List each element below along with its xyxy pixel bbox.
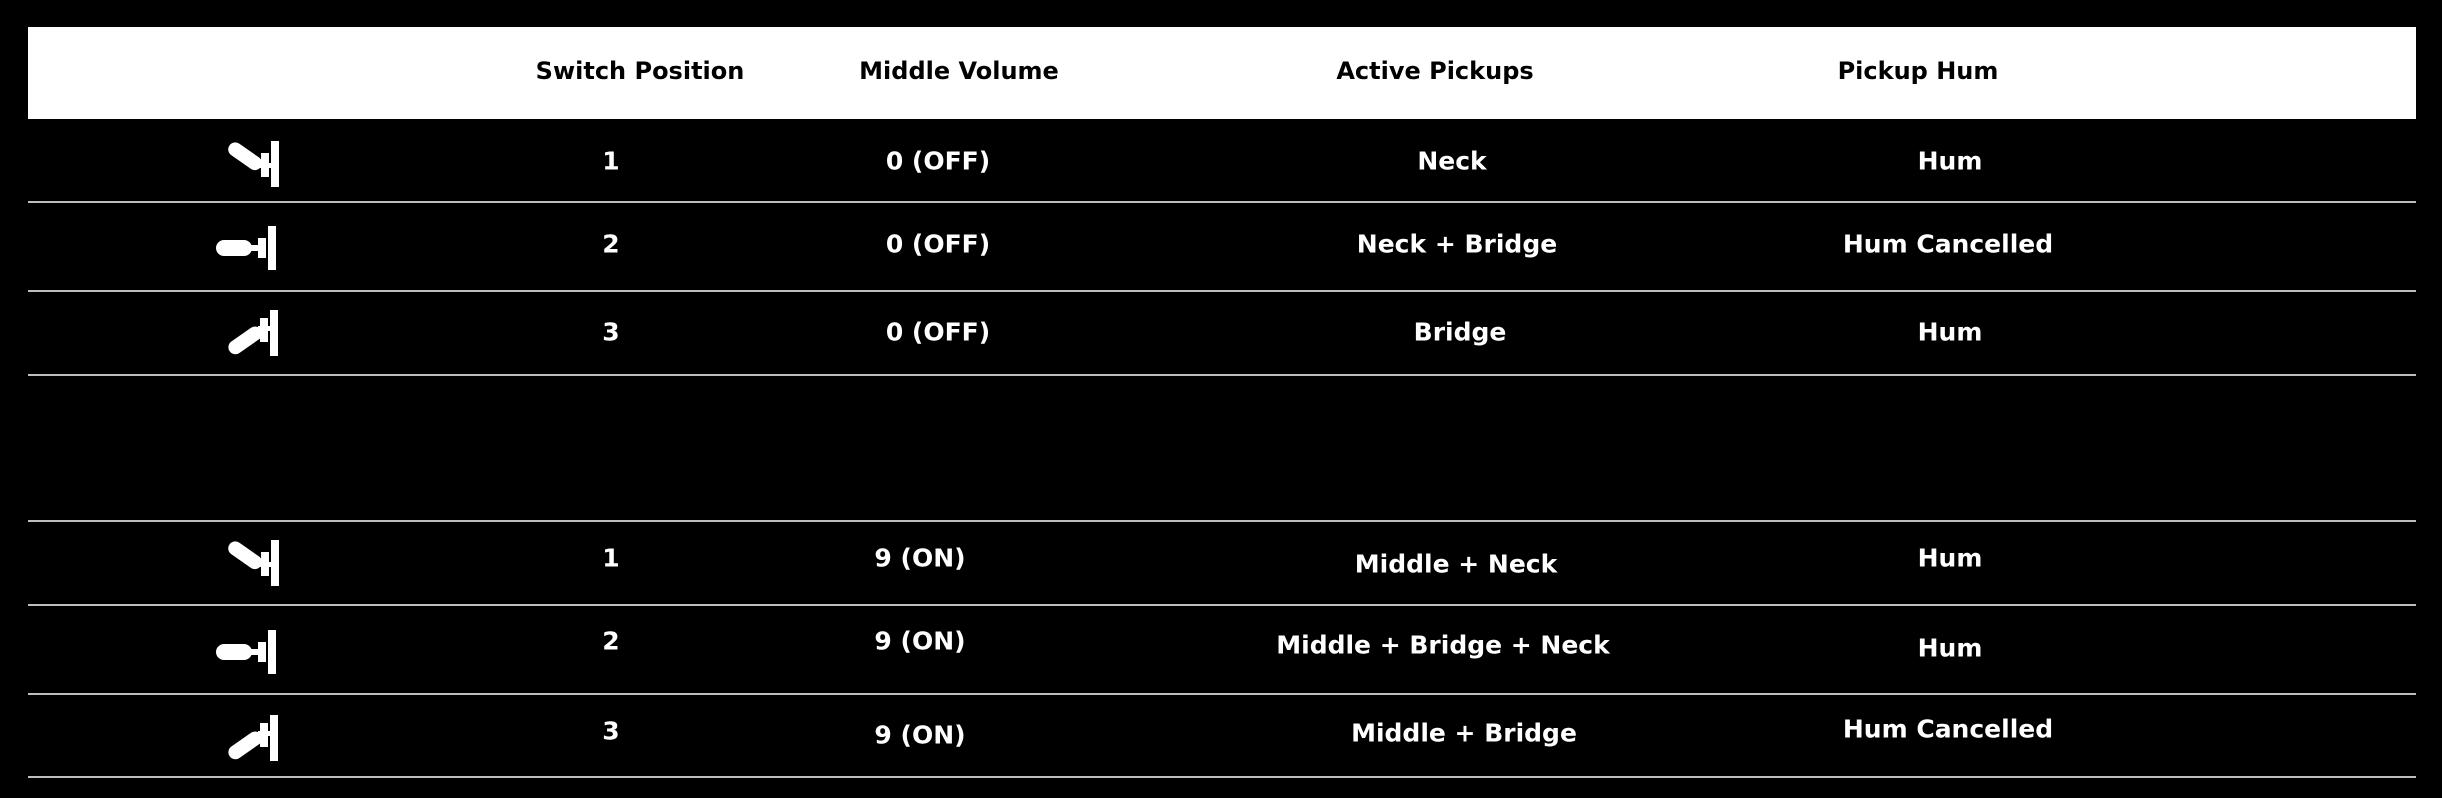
row-5-switch-position: 2 [602,626,620,656]
header-switch-position: Switch Position [535,57,745,85]
row-2-pickup-hum: Hum Cancelled [1842,229,2054,259]
toggle-switch-up-icon [217,530,289,590]
toggle-switch-center-icon [212,216,284,276]
row-4-active-pickups: Middle + Neck [1354,549,1558,579]
row-5-pickup-hum: Hum [1917,633,1983,663]
toggle-switch-up-icon [217,131,289,191]
row-3-pickup-hum: Hum [1917,317,1983,347]
row-divider [28,776,2416,778]
toggle-switch-down-icon [216,304,288,364]
group-divider [28,520,2416,522]
row-3-active-pickups: Bridge [1413,317,1507,347]
row-4-middle-volume: 9 (ON) [874,543,966,573]
row-6-pickup-hum: Hum Cancelled [1842,714,2054,744]
row-2-switch-position: 2 [602,229,620,259]
row-5-active-pickups: Middle + Bridge + Neck [1276,630,1610,660]
row-divider [28,693,2416,695]
row-6-switch-position: 3 [602,716,620,746]
row-divider [28,201,2416,203]
header-pickup-hum: Pickup Hum [1837,57,1999,85]
row-4-switch-position: 1 [602,543,620,573]
row-4-pickup-hum: Hum [1917,543,1983,573]
row-1-switch-position: 1 [602,146,620,176]
row-divider [28,604,2416,606]
table-header [28,27,2416,119]
row-1-middle-volume: 0 (OFF) [885,146,991,176]
toggle-switch-down-icon [216,709,288,769]
row-1-pickup-hum: Hum [1917,146,1983,176]
header-middle-volume: Middle Volume [859,57,1059,85]
row-2-middle-volume: 0 (OFF) [885,229,991,259]
row-divider [28,374,2416,376]
row-2-active-pickups: Neck + Bridge [1356,229,1558,259]
row-1-active-pickups: Neck [1417,146,1487,176]
row-3-middle-volume: 0 (OFF) [885,317,991,347]
row-divider [28,290,2416,292]
toggle-switch-center-icon [212,620,284,680]
row-5-middle-volume: 9 (ON) [874,626,966,656]
header-active-pickups: Active Pickups [1336,57,1534,85]
row-6-middle-volume: 9 (ON) [874,720,966,750]
row-3-switch-position: 3 [602,317,620,347]
row-6-active-pickups: Middle + Bridge [1351,718,1577,748]
